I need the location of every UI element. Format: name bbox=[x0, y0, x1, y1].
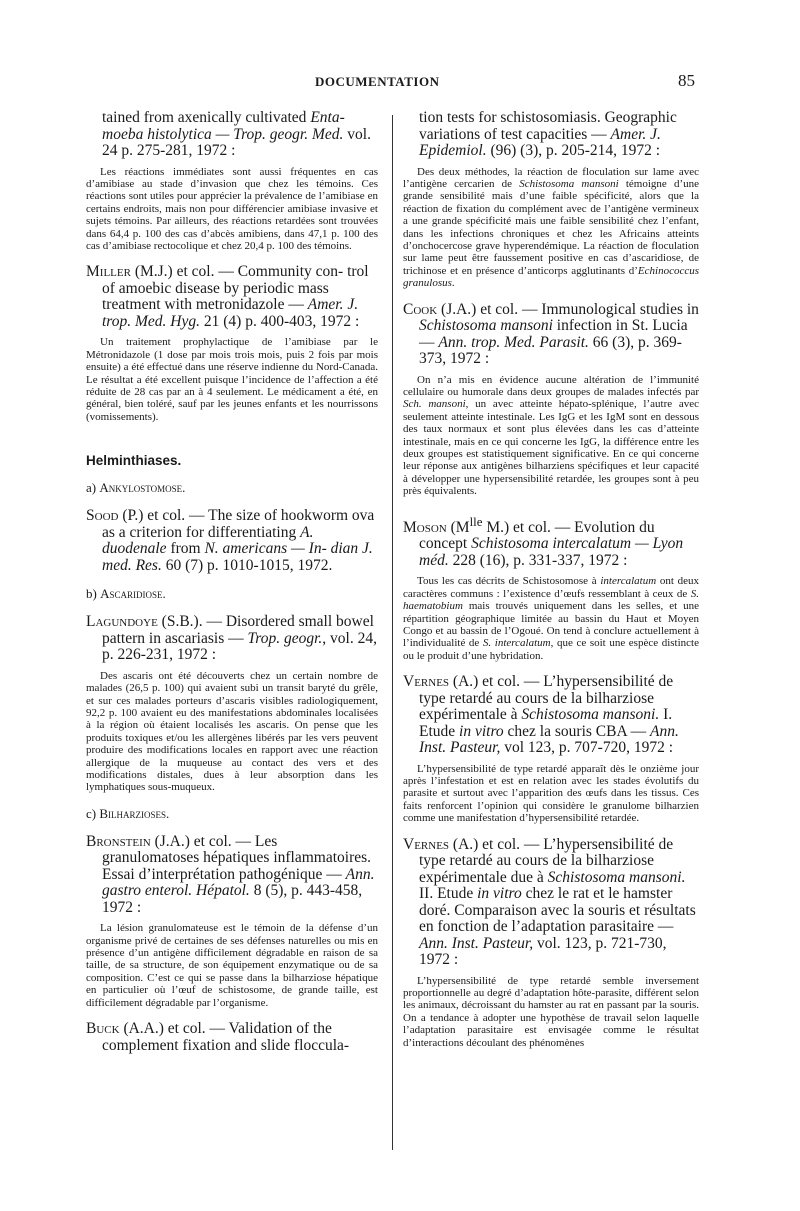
abstract-part: témoigne d’une grande sensibilité mais d’une faible spécificité, alors que la réaction de fixation du complément avec de l’antigène vermineux a une grande spécificité mais une faible sensibilité chez l’enfant, dans les infections chroniques et chez les Africains atteints d’onchocercose grave hyperendémique. La réaction de floculation sur lame peut être faussement positive en cas d’ascaridiose, de trichinose et en présence d’anticorps agglutinants d’ bbox=[403, 177, 700, 277]
citation-text: infection in St. Lucia — bbox=[419, 317, 688, 351]
abstract-part: , que ce soit une espèce distincte ou le produit d’une hybridation. bbox=[403, 637, 699, 662]
citation-text: M.) et col. — Evolution du concept bbox=[419, 518, 655, 553]
citation-text: (A.) et col. — L’hypersensibilité de type retardé au cours de la bilharziose expérimentale à bbox=[419, 673, 674, 724]
abstract-part: Tous les cas décrits de Schistosomose à bbox=[417, 575, 601, 588]
section-heading: Helminthiases. bbox=[86, 453, 182, 469]
abstract-text bbox=[403, 575, 699, 662]
reference-entry bbox=[86, 110, 378, 160]
subsection-prefix: b) bbox=[86, 586, 101, 602]
citation-italic: Schistosoma mansoni. bbox=[547, 868, 686, 886]
citation-italic: in vitro bbox=[459, 722, 504, 740]
page-number: 85 bbox=[678, 71, 695, 90]
abstract-text: Un traitement prophylactique de l’amibiase par le Métronidazole (1 dose par mois trois mois, puis 2 fois par mois ensuite) a été effectué dans une réserve indienne du Nord-Canada. Le résultat a été excellent puisque l’incidence de l’affection a été réduite de 28 cas par an à 4 seulement. Le médicament a été, en général, bien toléré, sauf par les jeunes enfants et les nourrissons (vomissements). bbox=[86, 336, 378, 423]
author-name: Miller bbox=[86, 263, 131, 281]
citation-text: tion tests for schistosomiasis. Geographic variations of test capacities — bbox=[419, 109, 677, 143]
citation-italic: Enta- bbox=[310, 109, 345, 126]
author-name: Vernes bbox=[403, 835, 450, 853]
reference-entry bbox=[403, 110, 699, 160]
citation-italic: moeba histolytica — Trop. geogr. Med. bbox=[102, 125, 344, 143]
citation-italic: Ann. Inst. Pasteur, bbox=[419, 722, 679, 757]
author-name: Moson bbox=[403, 518, 447, 536]
reference-entry bbox=[403, 674, 699, 757]
citation-italic: Ann. trop. Med. Parasit. bbox=[438, 333, 589, 351]
author-name: Sood bbox=[86, 507, 119, 525]
citation-text: (J.A.) et col. — Les granulomatoses hépatiques inflammatoires. Essai d’interprétation pathogénique — bbox=[102, 832, 372, 883]
abstract-text: Les réactions immédiates sont aussi fréquentes en cas d’amibiase au stade d’invasion que chez les témoins. Ces réactions sont utiles pour apprécier la prévalence de l’amibiase en certains endroits, mais non pour différencier amibiase invasive et sujets témoins. Par ailleurs, des réactions retardées sont trouvées dans 64,4 p. 100 des cas d’abcès amibiens, dans 47,1 p. 100 des cas d’amibiase rectocolique et chez 20,4 p. 100 des témoins. bbox=[86, 165, 378, 252]
author-name: Vernes bbox=[403, 673, 450, 691]
subsection-heading bbox=[86, 480, 378, 496]
citation-italic: in vitro bbox=[477, 885, 522, 903]
running-header: DOCUMENTATION bbox=[315, 74, 440, 89]
subsection-heading bbox=[86, 586, 378, 602]
citation-text: 228 (16), p. 331-337, 1972 : bbox=[448, 551, 628, 569]
abstract-part: mais trouvés uniquement dans les selles, et une répartition géographique limitée au bassin du Haut et Moyen Congo et au bassin de l’Ogoué. On tend à conclure actuellement à l’individualité de bbox=[403, 600, 699, 650]
citation-text: vol. 123, p. 721-730, 1972 : bbox=[419, 934, 667, 969]
abstract-text: L’hypersensibilité de type retardé apparaît dès le onzième jour après l’infestation et est en relation avec les stades évolutifs du parasite et surtout avec l’apparition des œufs dans les tissus. Ces faits renforcent l’opinion qui considère le granulome bilharzien comme une manifestation d’hypersensibilité retardée. bbox=[403, 762, 699, 825]
abstract-italic: S. intercalatum bbox=[482, 637, 551, 650]
author-name: Bronstein bbox=[86, 832, 151, 850]
citation-italic: Ann. gastro enterol. Hépatol. bbox=[102, 865, 375, 900]
citation-text: (A.A.) et col. — Validation of the complement fixation and slide floccula- bbox=[102, 1020, 350, 1054]
reference-entry bbox=[86, 264, 378, 330]
citation-text: 66 (3), p. 369-373, 1972 : bbox=[419, 333, 682, 368]
abstract-italic: S. haematobium bbox=[403, 587, 699, 613]
reference-entry bbox=[403, 514, 699, 570]
subsection-label: Ankylostomose. bbox=[99, 480, 186, 496]
citation-text: (S.B.). — Disordered small bowel pattern in ascariasis — bbox=[102, 613, 374, 647]
abstract-text: La lésion granulomateuse est le témoin de la défense d’un organisme privé de certaines de ses défenses naturelles ou mis en présence d’un antigène difficilement dégradable en raison de sa taille, de sa structure, de son équipement enzymatique ou de sa composition. C’est ce qui se passe dans la bilharziose hépatique en particulier où l’œuf de schistosome, de grande taille, est difficilement dégradable par l’organisme. bbox=[86, 922, 378, 1009]
column-divider bbox=[392, 115, 393, 1150]
subsection-heading bbox=[86, 806, 378, 822]
abstract-text bbox=[403, 166, 699, 290]
citation-italic: Schistosoma mansoni. bbox=[521, 706, 660, 724]
citation-text: vol. 24 p. 275-281, 1972 : bbox=[102, 125, 371, 159]
reference-entry bbox=[403, 837, 699, 969]
abstract-part: ont deux caractères communs : l’existence d’œufs ressemblant à ceux de bbox=[403, 575, 699, 600]
citation-text: 8 (5), p. 443-458, 1972 : bbox=[102, 882, 363, 916]
citation-text: tained from axenically cultivated bbox=[102, 109, 311, 126]
citation-italic: Ann. Inst. Pasteur, bbox=[419, 934, 534, 952]
right-column bbox=[403, 110, 699, 1049]
subsection-prefix: a) bbox=[86, 480, 100, 496]
citation-italic: A. duodenale bbox=[102, 523, 314, 558]
reference-entry bbox=[403, 302, 699, 368]
citation-text: , vol. 24, p. 226-231, 1972 : bbox=[102, 629, 377, 664]
citation-text: chez la souris CBA — bbox=[503, 722, 651, 740]
citation-text: I. Etude bbox=[419, 706, 673, 740]
citation-italic: Trop. geogr. bbox=[247, 629, 323, 647]
citation-text: (96) (3), p. 205-214, 1972 : bbox=[486, 142, 661, 159]
reference-entry bbox=[86, 508, 378, 574]
reference-entry bbox=[86, 834, 378, 917]
abstract-text: L’hypersensibilité de type retardé semble inversement proportionnelle au degré d’adaptation hôte-parasite, différent selon les animaux, décroissant du hamster au rat en passant par la souris. On a tendance à adopter une hypothèse de travail selon laquelle l’adaptation parasitaire est envisagée comme le résultat d’interactions découlant des phénomènes bbox=[403, 974, 699, 1049]
citation-italic: N. americans — In- dian J. med. Res. bbox=[102, 540, 373, 574]
author-name: Cook bbox=[403, 300, 438, 318]
citation-superscript: lle bbox=[469, 513, 483, 529]
left-column bbox=[86, 110, 378, 1054]
abstract-part: On n’a mis en évidence aucune altération de l’immunité cellulaire ou humorale dans deux groupes de malades infectés par bbox=[403, 373, 699, 398]
author-name: Lagundoye bbox=[86, 613, 158, 631]
citation-italic: Schistosoma intercalatum — Lyon méd. bbox=[419, 535, 684, 569]
citation-text: 21 (4) p. 400-403, 1972 : bbox=[200, 312, 360, 330]
citation-text: chez le rat et le hamster doré. Comparaison avec la souris et résultats en fonction de l’adaptation parasitaire — bbox=[419, 885, 696, 936]
citation-text: from bbox=[166, 540, 205, 558]
reference-entry bbox=[86, 1021, 378, 1054]
citation-text: (P.) et col. — The size of hookworm ova as a criterion for differentiating bbox=[102, 507, 375, 541]
subsection-label: Ascaridiose. bbox=[100, 586, 166, 602]
abstract-text: Des ascaris ont été découverts chez un certain nombre de malades (26,5 p. 100) qui avaient subi un transit baryté du grêle, et sur ces malades porteurs d’ascaris visibles radiologiquement, 92,2 p. 100 avaient eu des manifestations abdominales localisées à la région où étaient localisés les ascaris. On pense que les produits toxiques et/ou les allergènes libérés par les vers peuvent produire des modifications locales en rapport avec une réaction allergique de la muqueuse au contact des vers et des modifications distales, dues à leur absorption dans les lymphatiques sous-muqueux. bbox=[86, 669, 378, 794]
citation-italic: Amer. J. Epidemiol. bbox=[419, 125, 661, 159]
subsection-prefix: c) bbox=[86, 805, 100, 821]
subsection-label: Bilharzioses. bbox=[99, 805, 170, 821]
author-name: Buck bbox=[86, 1020, 120, 1038]
citation-text: (J.A.) et col. — Immunological studies in bbox=[437, 300, 699, 318]
citation-text: 60 (7) p. 1010-1015, 1972. bbox=[161, 556, 333, 574]
abstract-italic: intercalatum bbox=[600, 575, 657, 588]
citation-text: (M.J.) et col. — Community con- trol of amoebic disease by periodic mass treatment with metronidazole — bbox=[102, 263, 369, 314]
abstract-italic: Schistosoma mansoni bbox=[519, 177, 619, 190]
citation-italic: Amer. J. trop. Med. Hyg. bbox=[102, 296, 359, 330]
abstract-part: Des deux méthodes, la réaction de floculation sur lame avec l’antigène cercarien de bbox=[403, 165, 699, 190]
abstract-part: , un avec atteinte hépato-splénique, l’autre avec seulement atteinte intestinale. Les IgG et les IgM sont en dessous des taux normaux et sont plus élevées dans les cas d’atteinte intestinale, mais en ce qui concerne les IgG, la différence entre les deux groupes est statistiquement significative. En ce qui concerne leur réponse aux antigènes bilharziens spécifiques et leur capacité à développer une hypersensibilité retardée, les groupes sont à peu près équivalents. bbox=[403, 398, 699, 498]
abstract-italic: Sch. mansoni bbox=[403, 398, 466, 411]
reference-entry bbox=[86, 614, 378, 664]
citation-text: (M bbox=[446, 518, 470, 536]
citation-text: vol 123, p. 707-720, 1972 : bbox=[500, 739, 674, 757]
abstract-italic: Echinococcus granulosus bbox=[403, 264, 699, 290]
abstract-part: . bbox=[451, 277, 455, 290]
citation-text: (A.) et col. — L’hypersensibilité de type retardé au cours de la bilharziose expérimentale due à bbox=[419, 835, 674, 886]
citation-italic: Schistosoma mansoni bbox=[419, 317, 553, 335]
abstract-text bbox=[403, 374, 699, 498]
citation-text: II. Etude bbox=[419, 885, 478, 903]
